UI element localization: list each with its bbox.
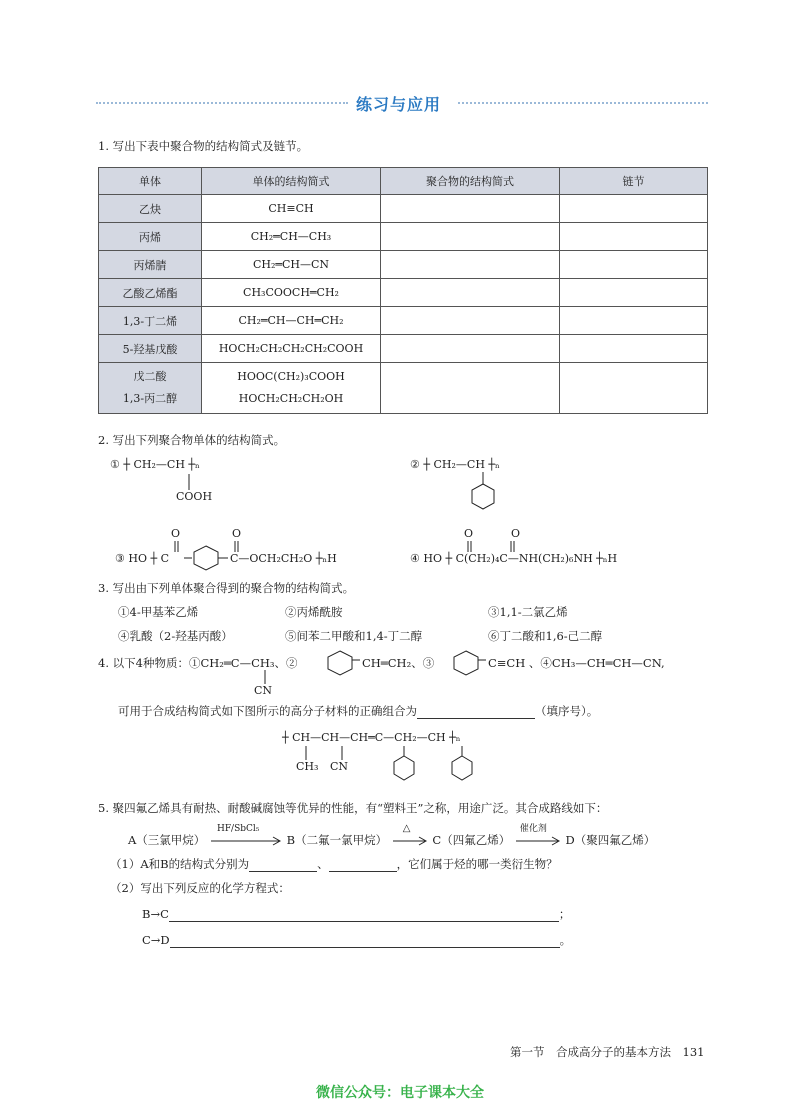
equation-c-d-end: 。 xyxy=(559,933,572,947)
q5-sub1-sep: 、 xyxy=(317,857,329,871)
q4-line2-text: 可用于合成结构简式如下图所示的高分子材料的正确组合为 xyxy=(118,704,417,718)
monomer-name-pair xyxy=(99,363,202,414)
wechat-watermark: 微信公众号：电子课本大全 xyxy=(316,1085,484,1101)
repeat-unit-answer-cell[interactable] xyxy=(560,279,708,307)
polymer-answer-cell[interactable] xyxy=(381,251,560,279)
target-polymer-cyano: CN xyxy=(330,760,349,773)
route-arrow-3 xyxy=(514,824,562,848)
monomer-formula: CH₂═CH—CH₃ xyxy=(202,223,381,251)
table-row xyxy=(99,335,708,363)
table-row xyxy=(99,307,708,335)
polymer-answer-cell[interactable] xyxy=(381,335,560,363)
substance-1-bond xyxy=(262,670,268,684)
monomer-formula: HOCH₂CH₂CH₂CH₂COOH xyxy=(202,335,381,363)
benzene-ring-icon xyxy=(452,648,486,678)
polymer-3-left: ③ HO ┼ C xyxy=(115,552,170,565)
q4-intro: 4. 以下4种物质：①CH₂═C—CH₃、② xyxy=(98,656,298,670)
substance-3-4: C≡CH 、④CH₃—CH═CH—CN, xyxy=(488,656,665,670)
title-dotted-line-right xyxy=(458,102,708,104)
table-row xyxy=(99,279,708,307)
structure-a-blank[interactable] xyxy=(249,871,317,872)
polymer-answer-cell[interactable] xyxy=(381,363,560,414)
route-arrow-3-label: 催化剂 xyxy=(519,824,547,834)
equation-c-d-label: C→D xyxy=(142,933,170,947)
monomer-name: 戊二酸 xyxy=(133,370,167,383)
carbonyl-o: O xyxy=(464,527,474,540)
substance-2: CH═CH₂、③ xyxy=(362,656,435,670)
route-d: D（聚四氟乙烯） xyxy=(565,833,656,847)
q4-line2 xyxy=(118,703,598,719)
right-arrow-icon xyxy=(514,834,562,848)
q4-answer-blank[interactable] xyxy=(417,718,535,719)
q3-item: ①4-甲基苯乙烯 xyxy=(118,605,199,619)
route-arrow-1 xyxy=(209,824,283,848)
q5-sub1-question: ，它们属于烃的哪一类衍生物？ xyxy=(396,857,558,871)
table-row xyxy=(99,251,708,279)
monomer-formula: HOOC(CH₂)₃COOH xyxy=(237,370,345,383)
route-arrow-2 xyxy=(391,823,429,848)
q5-sub1-text: （1）A和B的结构式分别为 xyxy=(110,857,250,871)
repeat-unit-answer-cell[interactable] xyxy=(560,335,708,363)
q4-line2-end: （填序号）。 xyxy=(535,704,599,718)
repeat-unit-answer-cell[interactable] xyxy=(560,223,708,251)
q5-sub2: （2）写出下列反应的化学方程式： xyxy=(110,881,290,895)
benzene-ring-icon xyxy=(326,648,360,678)
repeat-unit-answer-cell[interactable] xyxy=(560,251,708,279)
substance-1-substituent: CN xyxy=(254,684,273,697)
monomer-name: 5-羟基戊酸 xyxy=(99,335,202,363)
polymer-1-bond xyxy=(186,474,192,490)
benzene-ring-icon xyxy=(184,542,228,572)
polymer-answer-cell[interactable] xyxy=(381,307,560,335)
polymer-1-substituent: COOH xyxy=(176,490,213,503)
monomer-name: 丙烯 xyxy=(99,223,202,251)
carbonyl-o: O xyxy=(171,527,181,540)
monomer-formula: CH₃COOCH═CH₂ xyxy=(202,279,381,307)
monomer-name: 丙烯腈 xyxy=(99,251,202,279)
col-header-monomer-formula: 单体的结构简式 xyxy=(202,168,381,195)
q3-item: ⑤间苯二甲酸和1,4-丁二醇 xyxy=(285,629,423,643)
route-arrow-1-label: HF/SbCl₅ xyxy=(216,824,260,834)
route-arrow-2-label: △ xyxy=(402,823,411,834)
equation-b-c-end: ； xyxy=(558,907,571,921)
repeat-unit-answer-cell[interactable] xyxy=(560,363,708,414)
route-a: A（三氯甲烷） xyxy=(128,833,206,847)
benzene-ring-icon xyxy=(470,472,496,516)
right-arrow-icon xyxy=(209,834,283,848)
equation-c-d-blank[interactable] xyxy=(170,947,560,948)
carbonyl-o: O xyxy=(232,527,242,540)
polymer-answer-cell[interactable] xyxy=(381,223,560,251)
repeat-unit-answer-cell[interactable] xyxy=(560,195,708,223)
section-title: 练习与应用 xyxy=(356,95,442,114)
q3-item: ③1,1-二氯乙烯 xyxy=(488,605,568,619)
target-polymer-methyl: CH₃ xyxy=(296,760,319,773)
carbonyl-o: O xyxy=(511,527,521,540)
q5-sub1 xyxy=(110,856,558,872)
monomer-name: 1,3-丙二醇 xyxy=(122,392,178,405)
polymer-3-right: C—OCH₂CH₂O ┼ₙH xyxy=(230,552,337,565)
synthesis-route xyxy=(128,823,656,848)
right-arrow-icon xyxy=(391,834,429,848)
structure-b-blank[interactable] xyxy=(329,871,397,872)
equation-b-c-label: B→C xyxy=(142,907,169,921)
target-polymer: ┼ CH—CH—CH═C—CH₂—CH ┼ₙ xyxy=(282,731,461,744)
target-polymer-branches xyxy=(290,746,490,790)
polymer-4: ④ HO ┼ C(CH₂)₄C—NH(CH₂)₆NH ┼ₙH xyxy=(410,552,618,565)
repeat-unit-answer-cell[interactable] xyxy=(560,307,708,335)
page-footer: 第一节 合成高分子的基本方法 131 xyxy=(510,1045,705,1059)
polymer-answer-cell[interactable] xyxy=(381,279,560,307)
table-row xyxy=(99,195,708,223)
col-header-monomer: 单体 xyxy=(99,168,202,195)
monomer-formula: HOCH₂CH₂CH₂OH xyxy=(238,392,344,405)
monomer-name: 乙酸乙烯酯 xyxy=(99,279,202,307)
equation-b-c xyxy=(142,906,570,922)
monomer-name: 1,3-丁二烯 xyxy=(99,307,202,335)
monomer-name: 乙炔 xyxy=(99,195,202,223)
q3-item: ④乳酸（2-羟基丙酸） xyxy=(118,629,233,643)
q3-prompt: 3. 写出由下列单体聚合得到的聚合物的结构简式。 xyxy=(98,581,355,595)
q3-item: ②丙烯酰胺 xyxy=(285,605,343,619)
monomer-formula: CH≡CH xyxy=(202,195,381,223)
q2-prompt: 2. 写出下列聚合物单体的结构简式。 xyxy=(98,433,286,447)
table-row xyxy=(99,223,708,251)
polymer-2: ② ┼ CH₂—CH ┼ₙ xyxy=(410,458,500,471)
monomer-formula: CH₂═CH—CN xyxy=(202,251,381,279)
table-header-row xyxy=(99,168,708,195)
polymer-answer-cell[interactable] xyxy=(381,195,560,223)
route-c: C（四氟乙烯） xyxy=(432,833,511,847)
q1-prompt: 1. 写出下表中聚合物的结构简式及链节。 xyxy=(98,139,309,153)
polymer-1: ① ┼ CH₂—CH ┼ₙ xyxy=(110,458,200,471)
col-header-repeat-unit: 链节 xyxy=(560,168,708,195)
equation-b-c-blank[interactable] xyxy=(169,921,559,922)
monomer-formula-pair xyxy=(202,363,381,414)
route-b: B（二氟一氯甲烷） xyxy=(286,833,388,847)
table-row xyxy=(99,363,708,414)
q5-intro: 5. 聚四氟乙烯具有耐热、耐酸碱腐蚀等优异的性能，有“塑料王”之称，用途广泛。其合成路线如下： xyxy=(98,801,608,815)
equation-c-d xyxy=(142,932,571,948)
col-header-polymer-formula: 聚合物的结构简式 xyxy=(381,168,560,195)
monomer-table xyxy=(98,167,708,414)
monomer-formula: CH₂═CH—CH═CH₂ xyxy=(202,307,381,335)
title-dotted-line-left xyxy=(96,102,348,104)
q3-item: ⑥丁二酸和1,6-己二醇 xyxy=(488,629,603,643)
